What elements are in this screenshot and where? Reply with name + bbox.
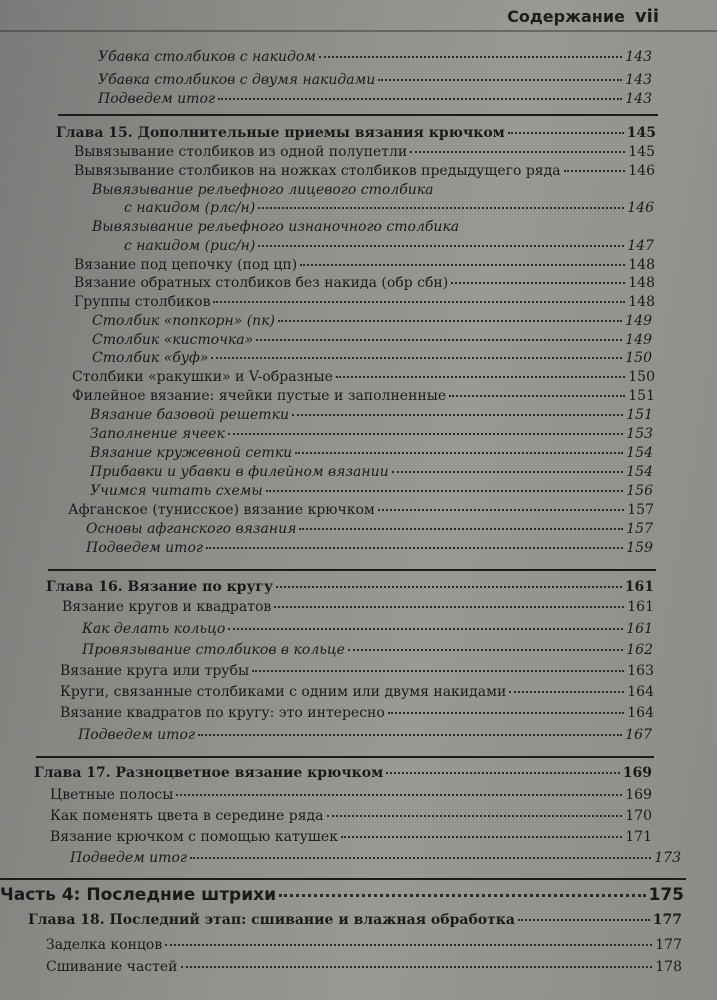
- toc-entry: с накидом (рлс/н) 146: [124, 200, 654, 216]
- toc-entry: Цветные полосы 169: [50, 787, 652, 803]
- toc-entry: Подведем итог 159: [86, 540, 653, 556]
- toc-entry: Заделка концов 177: [46, 937, 682, 953]
- section-rule: [36, 756, 654, 758]
- section-rule: [48, 569, 656, 571]
- toc-entry: с накидом (рис/н) 147: [124, 238, 654, 254]
- toc-entry: Подведем итог 167: [78, 727, 652, 743]
- toc-entry: Круги, связанные столбиками с одним или двумя накидами 164: [60, 684, 654, 700]
- toc-entry: Вывязывание рельефного изнаночного столбика: [92, 219, 460, 235]
- toc-entry: Столбик «кисточка» 149: [92, 332, 652, 348]
- toc-entry: Подведем итог 173: [70, 850, 681, 866]
- toc-entry: Вывязывание рельефного лицевого столбика: [92, 182, 434, 198]
- toc-entry: Убавка столбиков с двумя накидами 143: [98, 72, 652, 88]
- toc-entry: Афганское (тунисское) вязание крючком 157: [68, 502, 654, 518]
- toc-entry: Подведем итог 143: [98, 91, 652, 107]
- toc-entry: Сшивание частей 178: [46, 959, 682, 975]
- toc-entry: Как поменять цвета в середине ряда 170: [50, 808, 652, 824]
- toc-entry: Вывязывание столбиков из одной полупетли 145: [74, 144, 655, 160]
- toc-entry: Столбик «буф» 150: [92, 350, 652, 366]
- toc-entry: Заполнение ячеек 153: [90, 426, 653, 442]
- toc-entry: Вывязывание столбиков на ножках столбиков предыдущего ряда 146: [74, 163, 655, 179]
- section-rule: [58, 114, 658, 116]
- toc-entry: Вязание под цепочку (под цп) 148: [74, 257, 655, 273]
- toc-entry: Вязание кругов и квадратов 161: [62, 599, 654, 615]
- toc-entry: Филейное вязание: ячейки пустые и заполненные 151: [72, 388, 655, 404]
- chapter-heading: Глава 16. Вязание по кругу 161: [46, 579, 654, 595]
- header-page-number: vii: [634, 6, 659, 27]
- toc-entry: Вязание квадратов по кругу: это интересно 164: [60, 705, 654, 721]
- toc-entry: Убавка столбиков с накидом 143: [98, 49, 652, 65]
- toc-entry: Учимся читать схемы 156: [90, 483, 653, 499]
- part-heading: Часть 4: Последние штрихи 175: [0, 885, 684, 905]
- toc-entry: Как делать кольцо 161: [82, 621, 653, 637]
- toc-entry: Вязание обратных столбиков без накида (обр сбн) 148: [74, 275, 655, 291]
- header-title: Содержание: [507, 7, 625, 26]
- toc-entry: Прибавки и убавки в филейном вязании 154: [90, 464, 653, 480]
- chapter-heading: Глава 18. Последний этап: сшивание и влажная обработка 177: [28, 912, 682, 928]
- toc-entry: Вязание крючком с помощью катушек 171: [50, 829, 652, 845]
- chapter-heading: Глава 17. Разноцветное вязание крючком 169: [34, 765, 652, 781]
- chapter-heading: Глава 15. Дополнительные приемы вязания крючком 145: [56, 125, 656, 141]
- toc-entry: Вязание базовой решетки 151: [90, 407, 653, 423]
- section-rule: [0, 878, 686, 880]
- toc-entry: Столбик «попкорн» (пк) 149: [92, 313, 652, 329]
- toc-entry: Столбики «ракушки» и V-образные 150: [72, 369, 655, 385]
- toc-entry: Вязание кружевной сетки 154: [90, 445, 653, 461]
- toc-entry: Основы афганского вязания 157: [86, 521, 653, 537]
- toc-entry: Группы столбиков 148: [74, 294, 655, 310]
- toc-entry: Вязание круга или трубы 163: [60, 663, 654, 679]
- toc-entry: Провязывание столбиков в кольце 162: [82, 642, 653, 658]
